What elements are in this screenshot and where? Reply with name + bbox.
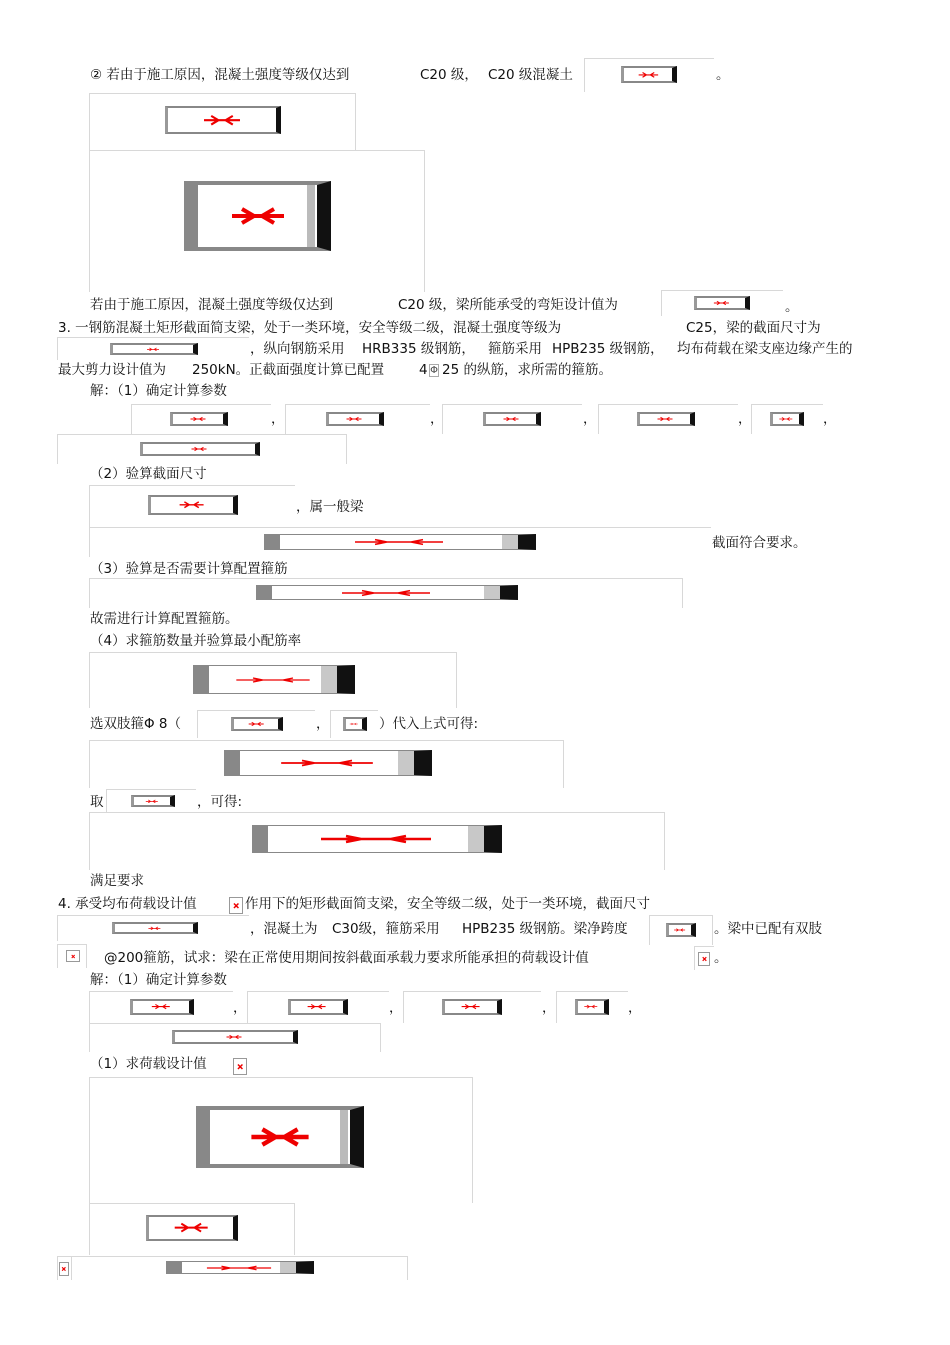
phi-symbol-icon: Φ [430, 365, 438, 376]
formula-image [288, 999, 348, 1015]
text-p4c: ，混凝土为 [250, 921, 318, 937]
broken-image-icon [66, 950, 80, 962]
text-p4d: C30级，箍筋采用 [332, 921, 440, 937]
text-l1b: C20 级， [420, 67, 478, 83]
formula-frame [598, 404, 738, 434]
formula-image [193, 665, 355, 694]
comma: ， [389, 1000, 403, 1016]
comma: ， [823, 411, 837, 427]
formula-frame [330, 710, 378, 738]
formula-image [172, 1030, 298, 1044]
broken-image-icon [650, 416, 680, 422]
text-p4g: @200箍筋，试求：梁在正常使用期间按斜截面承载力要求所能承担的荷载设计值 [104, 950, 589, 966]
formula-image [184, 181, 331, 251]
text-p3c: ，纵向钢筋采用 [250, 341, 345, 357]
text-p3j: 4 [419, 362, 428, 378]
comma: ， [316, 716, 330, 732]
formula-image [131, 795, 175, 807]
text-s2: （2）验算截面尺寸 [90, 466, 207, 482]
formula-frame [106, 789, 196, 813]
text-p4b: 作用下的矩形截面简支梁，安全等级二级，处于一类环境，截面尺寸 [245, 896, 650, 912]
broken-image-icon [634, 71, 663, 79]
formula-frame [89, 578, 683, 608]
formula-image [252, 825, 502, 853]
formula-image [140, 442, 260, 456]
formula-frame [584, 58, 714, 92]
formula-frame [89, 150, 425, 292]
comma: ， [738, 411, 752, 427]
formula-frame [89, 1077, 473, 1203]
broken-image-icon [229, 897, 243, 914]
formula-image [146, 1215, 238, 1241]
text-p3f: HPB235 级钢筋， [552, 341, 664, 357]
formula-image [110, 343, 198, 355]
broken-image-icon [167, 500, 216, 510]
formula-frame [661, 290, 783, 316]
comma: ， [271, 411, 285, 427]
text-p3d: HRB335 级钢筋， [362, 341, 475, 357]
formula-image [326, 412, 384, 426]
text-s4f: 满足要求 [90, 873, 144, 889]
broken-image-icon [228, 204, 288, 228]
formula-frame [89, 1203, 295, 1255]
text-p4a: 4. 承受均布荷载设计值 [58, 896, 197, 912]
formula-image [196, 1106, 364, 1168]
broken-image-icon [131, 926, 178, 931]
formula-frame [442, 404, 582, 434]
formula-frame [89, 1023, 381, 1052]
formula-image [224, 750, 432, 776]
formula-frame [57, 1256, 71, 1280]
text-p3a: 3. 一钢筋混凝土矩形截面简支梁，处于一类环境，安全等级二级，混凝土强度等级为 [58, 320, 562, 336]
text-l2a: 若由于施工原因，混凝土强度等级仅达到 [90, 297, 333, 313]
text-p4e: HPB235 级钢筋。梁净跨度 [462, 921, 628, 937]
text-s4d: 取 [90, 794, 104, 810]
broken-image-icon [277, 758, 377, 768]
comma: ， [233, 1000, 247, 1016]
formula-frame [285, 404, 430, 434]
broken-image-icon [339, 416, 369, 422]
formula-image [166, 1261, 314, 1274]
comma: ， [583, 411, 597, 427]
text-p4f: 。梁中已配有双肢 [714, 921, 822, 937]
broken-image-icon [144, 1003, 178, 1010]
text-s5: （1）求荷载设计值 [90, 1056, 207, 1072]
formula-image [621, 66, 677, 83]
formula-image [483, 412, 541, 426]
formula-image [694, 296, 750, 310]
broken-image-icon [129, 347, 177, 352]
formula-frame [71, 1256, 408, 1280]
text-p3g: 均布荷载在梁支座边缘产生的 [677, 341, 853, 357]
broken-image-icon [329, 538, 469, 546]
comma: ， [542, 1000, 556, 1016]
formula-frame [89, 93, 356, 150]
formula-image [442, 999, 502, 1015]
broken-image-icon [349, 721, 359, 727]
broken-image-icon [316, 833, 436, 845]
broken-image-icon [166, 1221, 216, 1234]
text-p3e: 箍筋采用 [488, 341, 542, 357]
broken-image-icon [233, 1058, 247, 1075]
text-p3k: 25 的纵筋，求所需的箍筋。 [442, 362, 612, 378]
formula-image [165, 106, 281, 134]
text-s4: （4）求箍筋数量并验算最小配筋率 [90, 633, 302, 649]
comma: ， [628, 1000, 642, 1016]
formula-image [666, 923, 696, 937]
formula-image [637, 412, 695, 426]
text-s4b: 选双肢箍Φ 8（ [90, 716, 182, 732]
text-p3b: C25，梁的截面尺寸为 [686, 320, 821, 336]
formula-frame [556, 991, 628, 1023]
formula-image [148, 495, 238, 515]
text-s2c: 截面符合要求。 [712, 535, 807, 551]
text-s3: （3）验算是否需要计算配置箍筋 [90, 561, 288, 577]
formula-image [231, 717, 283, 731]
formula-frame [197, 710, 315, 738]
formula-image [112, 922, 198, 934]
formula-frame [649, 915, 713, 945]
broken-image-icon [496, 416, 526, 422]
formula-frame [247, 991, 389, 1023]
formula-image [130, 999, 194, 1015]
text-l2c: 。 [785, 299, 799, 315]
formula-frame [89, 812, 665, 870]
formula-frame [89, 485, 295, 527]
text-p3i: 250kN。正截面强度计算已配置 [192, 362, 385, 378]
formula-image [264, 534, 536, 550]
formula-frame [57, 944, 87, 968]
broken-image-icon [192, 113, 252, 127]
formula-frame [89, 652, 457, 708]
broken-image-icon [183, 416, 213, 422]
text-s3b: 故需进行计算配置箍筋。 [90, 611, 239, 627]
broken-image-icon [204, 1034, 264, 1040]
text-l2b: C20 级，梁所能承受的弯矩设计值为 [398, 297, 618, 313]
formula-frame [751, 404, 823, 434]
broken-image-icon [698, 952, 710, 966]
broken-image-icon [778, 416, 794, 422]
comma: ， [430, 411, 444, 427]
formula-frame [694, 946, 714, 970]
broken-image-icon [316, 589, 456, 597]
broken-image-icon [707, 300, 736, 306]
broken-image-icon [141, 799, 163, 804]
broken-image-icon [673, 927, 686, 933]
text-sol2: 解：（1）确定计算参数 [90, 972, 227, 988]
text-l1a: ② 若由于施工原因，混凝土强度等级仅达到 [90, 67, 350, 83]
broken-image-icon [233, 675, 313, 685]
text-p4h: 。 [714, 950, 728, 966]
text-s2b: ，属一般梁 [296, 499, 364, 515]
formula-frame [57, 434, 347, 464]
formula-image [575, 999, 609, 1015]
formula-image [256, 585, 518, 600]
broken-image-icon [247, 1125, 313, 1149]
broken-image-icon [204, 1265, 274, 1271]
broken-image-icon [169, 446, 229, 452]
formula-frame [57, 915, 249, 941]
formula-frame [131, 404, 271, 434]
formula-frame [89, 991, 233, 1023]
text-s4e: ，可得: [197, 794, 243, 810]
formula-image [170, 412, 228, 426]
broken-image-icon [301, 1003, 332, 1010]
broken-image-icon [243, 721, 269, 727]
text-sol1: 解：（1）确定计算参数 [90, 383, 227, 399]
broken-image-icon [583, 1003, 599, 1010]
broken-image-icon [59, 1262, 69, 1276]
formula-frame [57, 337, 249, 360]
formula-frame [403, 991, 541, 1023]
formula-image [770, 412, 804, 426]
text-l1c: C20 级混凝土 [488, 67, 573, 83]
text-l1d: 。 [716, 67, 730, 83]
broken-image-icon [455, 1003, 486, 1010]
formula-image [343, 717, 367, 731]
formula-frame [89, 740, 564, 788]
text-p3h: 最大剪力设计值为 [58, 362, 166, 378]
formula-frame [89, 527, 711, 557]
text-s4c: ）代入上式可得: [379, 716, 479, 732]
